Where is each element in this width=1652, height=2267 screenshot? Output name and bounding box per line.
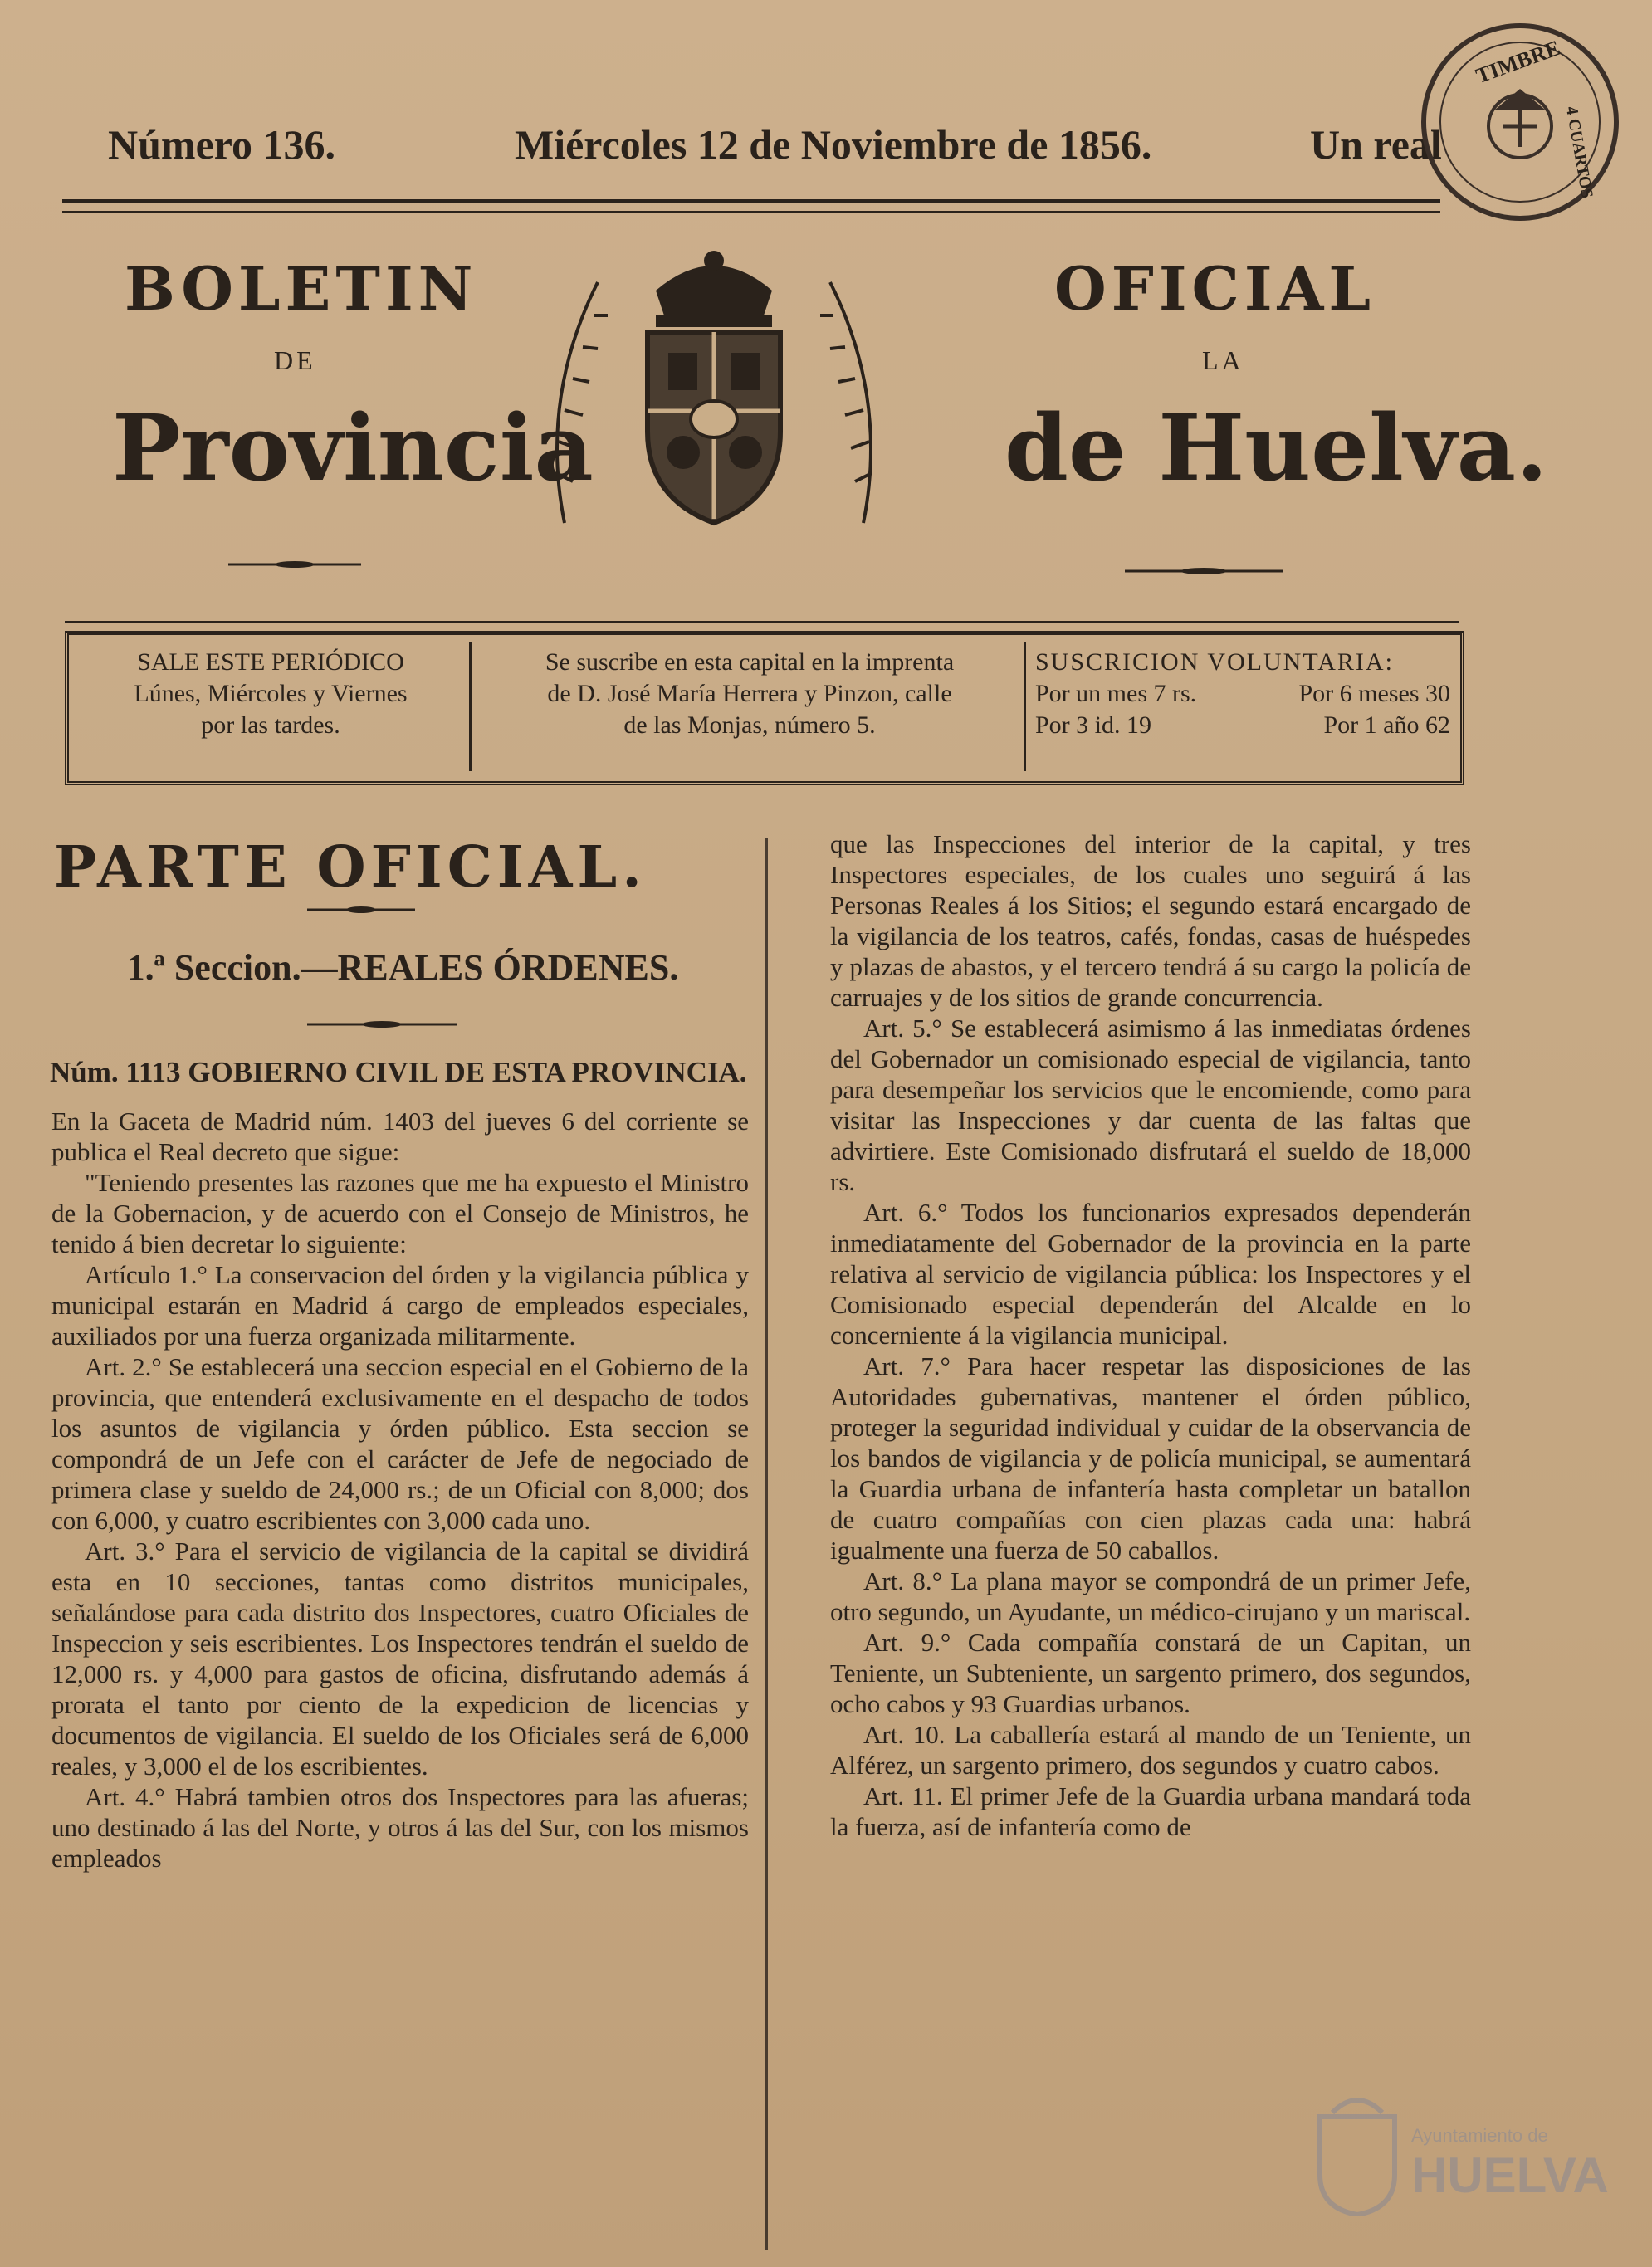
paragraph: Art. 3.° Para el servicio de vigilancia de la capital se dividirá esta en 10 secciones, tantas como distritos municipales, señalándose para cada distrito dos Inspectores, cuatro Oficiales de Inspeccion y seis escribientes. Los Inspectores tendrán el sueldo de 12,000 rs. y 4,000 para gastos de oficina, disfrutando además á prorata el tanto por ciento de la expedicion de licencias y documentos de vigilancia. El sueldo de los Oficiales será de 6,000 reales, y 3,000 el de los escribientes. <box>51 1537 749 1781</box>
ornament-right-icon <box>1125 568 1283 574</box>
issue-number: Número 136. <box>108 121 336 168</box>
issue-price: Un real <box>1310 121 1442 168</box>
masthead-rule-thick <box>62 199 1440 203</box>
subscription-frequency <box>76 647 466 741</box>
paragraph: Art. 9.° Cada compañía constará de un Capitan, un Teniente, un Subteniente, un sargento primero, dos segundos, ocho cabos y 93 Guardias urbanos. <box>830 1628 1471 1718</box>
paragraph: Artículo 1.° La conservacion del órden y la vigilancia pública y municipal estarán en Madrid á cargo de empleados especiales, auxiliados por una fuerza organizada militarmente. <box>51 1260 749 1351</box>
subscription-location <box>484 647 1015 741</box>
location-line-1: Se suscribe en esta capital en la imprenta <box>545 648 955 676</box>
seccion-heading: 1.ª Seccion.—REALES ÓRDENES. <box>126 947 679 988</box>
location-line-3: de las Monjas, número 5. <box>623 711 876 739</box>
prices-title: SUSCRICION VOLUNTARIA: <box>1035 648 1394 676</box>
issue-date: Miércoles 12 de Noviembre de 1856. <box>515 121 1152 168</box>
price-three-months: Por 3 id. 19 <box>1035 711 1152 739</box>
ornament-parte-icon <box>307 906 415 913</box>
subscription-box <box>65 631 1464 785</box>
watermark-big-text: HUELVA <box>1411 2147 1609 2203</box>
paragraph: Art. 2.° Se establecerá una seccion especial en el Gobierno de la provincia, que entenderá exclusivamente en el despacho de todos los asuntos de vigilancia y órden público. Esta seccion se compondrá de un Jefe con el carácter de Jefe de negociado de primera clase y sueldo de 24,000 rs.; de un Oficial con 8,000; dos con 6,000, y cuatro escribientes con 3,000 cada uno. <box>51 1352 749 1535</box>
coat-of-arms-icon <box>531 232 897 540</box>
title-la: LA <box>1202 345 1244 375</box>
paragraph: que las Inspecciones del interior de la capital, y tres Inspectores especiales, de los cuales uno seguirá á las Personas Reales á los Sitios; el segundo estará encargado de la vigilancia de los teatros, cafés, fondas, casas de huéspedes y plazas de abastos, y el tercero tendrá á su cargo la policía de carruajes y de los sitios de grande concurrencia. <box>830 829 1471 1012</box>
left-column-text <box>51 1106 749 1874</box>
parte-oficial-heading: PARTE OFICIAL. <box>54 834 647 901</box>
paragraph: Art. 5.° Se establecerá asimismo á las inmediatas órdenes del Gobernador un comisionado especial de vigilancia, tanto para desempeñar los servicios que le encomiende, como para visitar las Inspecciones y dar cuenta de las faltas que advirtiere. Este Comisionado disfrutará el sueldo de 18,000 rs. <box>830 1014 1471 1196</box>
title-de: DE <box>274 345 316 375</box>
watermark-crest-icon <box>1312 2092 1403 2216</box>
price-one-year: Por 1 año 62 <box>1323 711 1450 739</box>
frequency-time: por las tardes. <box>201 711 340 739</box>
price-six-months: Por 6 meses 30 <box>1298 680 1450 707</box>
location-line-2: de D. José María Herrera y Pinzon, calle <box>547 680 952 707</box>
tax-stamp <box>1421 23 1619 221</box>
stamp-top-text: TIMBRE <box>1473 35 1564 89</box>
right-column-text <box>830 828 1471 1842</box>
watermark-small-text: Ayuntamiento de <box>1411 2125 1548 2146</box>
frequency-heading: SALE ESTE PERIÓDICO <box>137 648 404 676</box>
masthead-rule-thin <box>62 211 1440 213</box>
ornament-left-icon <box>228 561 361 568</box>
paragraph: Art. 6.° Todos los funcionarios expresados dependerán inmediatamente del Gobernador de la provincia en la parte relativa al servicio de vigilancia pública: los Inspectores y el Comisionado especial dependerán del Alcalde en lo concerniente á la vigilancia municipal. <box>830 1198 1471 1350</box>
decree-number-heading: Núm. 1113 GOBIERNO CIVIL DE ESTA PROVINCIA. <box>50 1056 747 1088</box>
title-de-huelva: de Huelva. <box>1004 394 1548 501</box>
paragraph: Art. 7.° Para hacer respetar las disposiciones de las Autoridades gubernativas, mantener el órden público, proteger la seguridad individual y cuidar de la observancia de los bandos de vigilancia y de policía municipal, se aumentará la Guardia urbana de infantería hasta completar un batallon de cuatro compañías con cien plazas cada una: habrá igualmente una fuerza de 50 caballos. <box>830 1351 1471 1565</box>
price-one-month: Por un mes 7 rs. <box>1035 680 1197 707</box>
paragraph: Art. 11. El primer Jefe de la Guardia urbana mandará toda la fuerza, así de infantería como de <box>830 1781 1471 1841</box>
archive-watermark <box>1312 2092 1627 2216</box>
paragraph: Art. 4.° Habrá tambien otros dos Inspectores para las afueras; uno destinado á las del Norte, y otros á las del Sur, con los mismos empleados <box>51 1782 749 1873</box>
stamp-bottom-text: 4 CUARTOS <box>1562 105 1596 200</box>
ornament-seccion-icon <box>307 1021 457 1028</box>
title-oficial: OFICIAL <box>1054 253 1376 324</box>
frequency-days: Lúnes, Miércoles y Viernes <box>134 680 408 707</box>
subscription-prices <box>1035 647 1450 741</box>
title-provincia: Provincia <box>112 394 594 501</box>
box-top-rule <box>65 621 1459 623</box>
paragraph: En la Gaceta de Madrid núm. 1403 del jueves 6 del corriente se publica el Real decreto que sigue: <box>51 1107 749 1166</box>
paragraph: Art. 10. La caballería estará al mando de un Teniente, un Alférez, un sargento primero, dos segundos y cuatro cabos. <box>830 1720 1471 1780</box>
column-divider <box>765 838 768 2250</box>
title-boletin: BOLETIN <box>125 253 478 324</box>
box-divider-2 <box>1024 642 1026 771</box>
box-divider-1 <box>469 642 472 771</box>
paragraph: Art. 8.° La plana mayor se compondrá de un primer Jefe, otro segundo, un Ayudante, un médico-cirujano y un mariscal. <box>830 1566 1471 1626</box>
paragraph: "Teniendo presentes las razones que me ha expuesto el Ministro de la Gobernacion, y de acuerdo con el Consejo de Ministros, he tenido á bien decretar lo siguiente: <box>51 1168 749 1258</box>
